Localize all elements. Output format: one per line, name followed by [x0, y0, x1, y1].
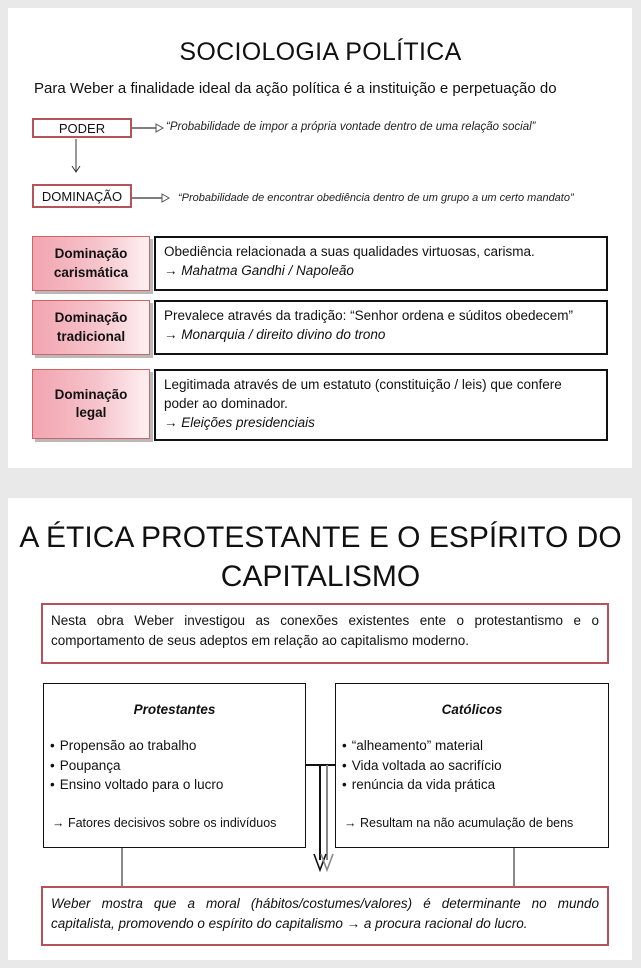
- type-legal-desc: Legitimada através de um estatuto (constituição / leis) que confere poder ao dominador.: [164, 377, 562, 412]
- catolicos-note: → Resultam na não acumulação de bens: [344, 816, 574, 830]
- slide2-title-line2: CAPITALISMO: [220, 560, 421, 593]
- catolicos-list: [342, 736, 502, 795]
- slide2-title-line1: A ÉTICA PROTESTANTE E O ESPÍRITO DO: [19, 521, 622, 554]
- dominacao-quote: “Probabilidade de encontrar obediência dentro de um grupo a um certo mandato”: [178, 192, 574, 204]
- protestantes-item: • Poupança: [50, 756, 223, 776]
- type-legal-example: → Eleições presidenciais: [164, 415, 315, 431]
- type-carismatica-line2: carismática: [53, 264, 129, 280]
- catolicos-item: • “alheamento” material: [342, 736, 502, 756]
- conclusion-box: [41, 886, 609, 946]
- type-carismatica-line1: Dominação: [54, 246, 128, 262]
- type-carismatica-desc: Obediência relacionada a suas qualidades virtuosas, carisma.: [164, 244, 535, 259]
- poder-label: PODER: [58, 120, 106, 136]
- catolicos-item: • Vida voltada ao sacrifício: [342, 756, 502, 776]
- type-tradicional-desc: Prevalece através da tradição: “Senhor ordena e súditos obedecem”: [164, 308, 573, 323]
- slide1-intro: Para Weber a finalidade ideal da ação política é a instituição e perpetuação do: [34, 80, 557, 97]
- slide2-intro: Nesta obra Weber investigou as conexões existentes ente o protestantismo e o comportamento de seus adeptos em relação ao capitalismo moderno.: [51, 613, 599, 648]
- catolicos-item: • renúncia da vida prática: [342, 775, 502, 795]
- type-legal-line1: Dominação: [54, 386, 128, 402]
- slide1-title: SOCIOLOGIA POLÍTICA: [179, 38, 462, 66]
- catolicos-box: [335, 683, 609, 848]
- type-carismatica-example: → Mahatma Gandhi / Napoleão: [164, 263, 354, 279]
- dominacao-label: DOMINAÇÃO: [41, 188, 123, 204]
- catolicos-heading: Católicos: [441, 702, 503, 717]
- type-legal-line2: legal: [75, 405, 107, 420]
- protestantes-note: → Fatores decisivos sobre os indivíduos: [52, 816, 277, 830]
- conclusion-text: Weber mostra que a moral (hábitos/costumes/valores) é determinante no mundo capitalista, promovendo o espírito do capitalismo → a procura racional do lucro.: [51, 896, 599, 931]
- protestantes-item: • Propensão ao trabalho: [50, 736, 223, 756]
- protestantes-item: • Ensino voltado para o lucro: [50, 775, 223, 795]
- protestantes-list: [50, 736, 223, 795]
- poder-quote: “Probabilidade de impor a própria vontade dentro de uma relação social”: [166, 121, 536, 133]
- protestantes-box: [43, 683, 306, 848]
- type-tradicional-example: → Monarquia / direito divino do trono: [164, 327, 386, 343]
- type-tradicional-line2: tradicional: [56, 328, 126, 344]
- protestantes-heading: Protestantes: [133, 702, 216, 717]
- type-tradicional-line1: Dominação: [54, 310, 128, 326]
